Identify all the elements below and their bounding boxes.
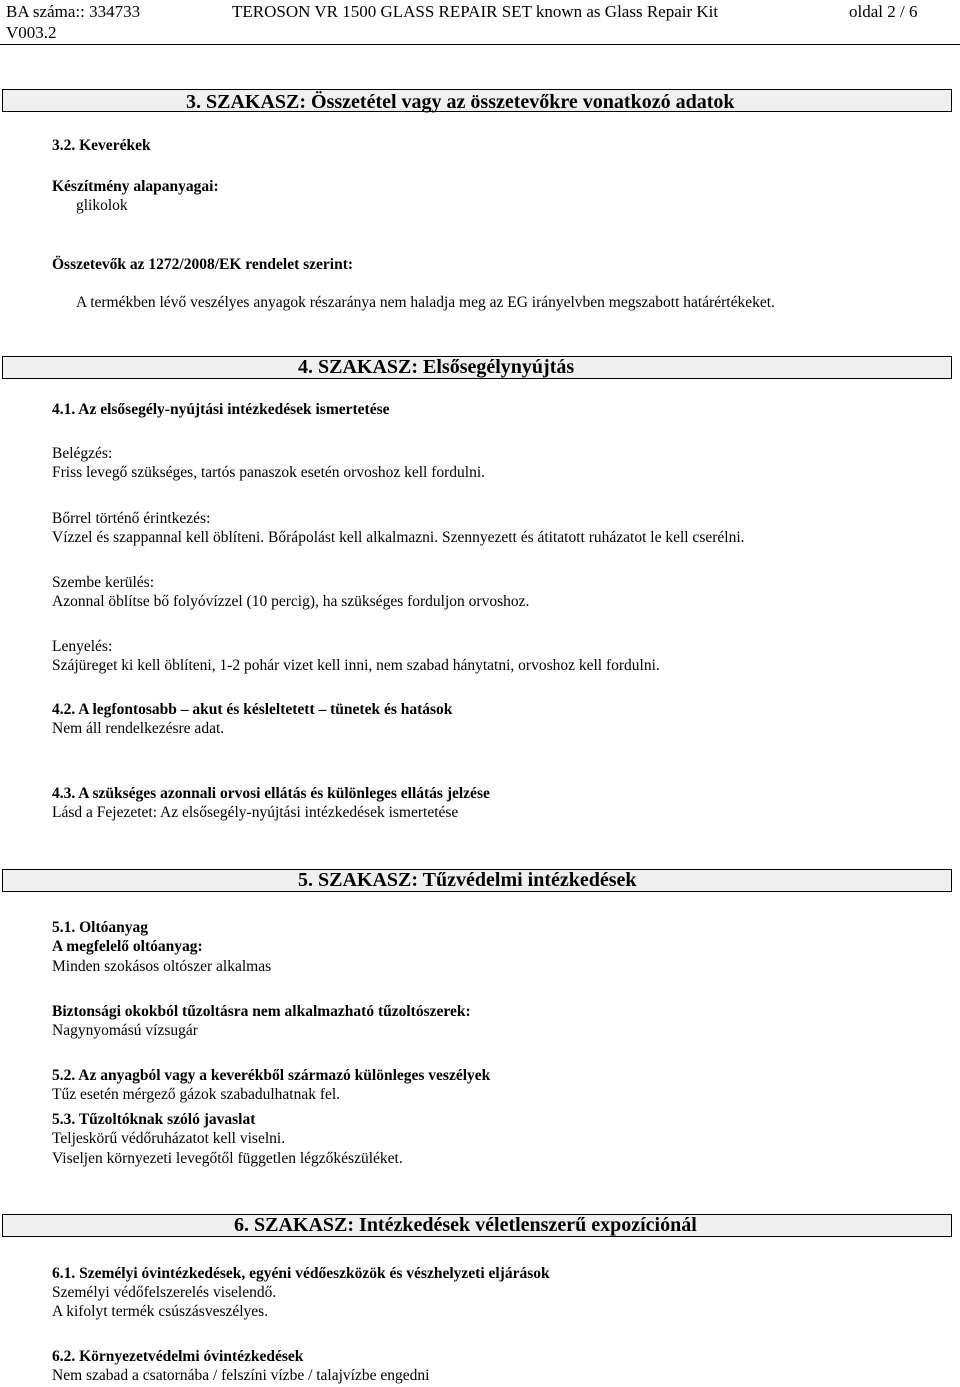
section-3-title: 3. SZAKASZ: Összetétel vagy az összetevőkre vonatkozó adatok [186,91,735,113]
subsection-4-3-text: Lásd a Fejezetet: Az elsősegély-nyújtási intézkedések ismertetése [52,804,459,821]
suitable-media-label: A megfelelő oltóanyag: [52,938,203,955]
base-ingredients-value: glikolok [76,197,128,214]
suitable-media-text: Minden szokásos oltószer alkalmas [52,958,272,975]
subsection-5-3-heading: 5.3. Tűzoltóknak szóló javaslat [52,1111,256,1128]
subsection-4-3-heading: 4.3. A szükséges azonnali orvosi ellátás és különleges ellátás jelzése [52,785,490,802]
section-6-title: 6. SZAKASZ: Intézkedések véletlenszerű expozíciónál [234,1214,697,1236]
subsection-6-1-text-1: Személyi védőfelszerelés viselendő. [52,1284,277,1301]
regulation-label: Összetevők az 1272/2008/EK rendelet szerint: [52,256,354,273]
regulation-text: A termékben lévő veszélyes anyagok részaránya nem haladja meg az EG irányelvben megszabott határértékeket. [76,294,775,311]
document-version: V003.2 [6,23,57,42]
subsection-6-2-heading: 6.2. Környezetvédelmi óvintézkedések [52,1348,304,1365]
subsection-5-3-text-2: Viseljen környezeti levegőtől független légzőkészüléket. [52,1150,403,1167]
subsection-6-2-text: Nem szabad a csatornába / felszíni vízbe / talajvízbe engedni [52,1367,430,1384]
section-4-title: 4. SZAKASZ: Elsősegélynyújtás [298,356,575,378]
ingestion-text: Szájüreget ki kell öblíteni, 1-2 pohár vizet kell inni, nem szabad hánytatni, orvoshoz kell fordulni. [52,657,660,674]
subsection-6-1-text-2: A kifolyt termék csúszásveszélyes. [52,1303,269,1320]
document-id: BA száma:: 334733 [6,2,141,21]
skin-contact-label: Bőrrel történő érintkezés: [52,510,211,527]
base-ingredients-label: Készítmény alapanyagai: [52,178,219,195]
subsection-5-3-text-1: Teljeskörű védőruházatot kell viselni. [52,1130,286,1147]
skin-contact-text: Vízzel és szappannal kell öblíteni. Bőrápolást kell alkalmazni. Szennyezett és átitatott ruházatot le kell cserélni. [52,529,745,546]
inhalation-text: Friss levegő szükséges, tartós panaszok esetén orvoshoz kell fordulni. [52,464,486,481]
section-5-title: 5. SZAKASZ: Tűzvédelmi intézkedések [298,869,637,891]
subsection-6-1-heading: 6.1. Személyi óvintézkedések, egyéni védőeszközök és vészhelyzeti eljárások [52,1265,550,1282]
subsection-5-2-text: Tűz esetén mérgező gázok szabadulhatnak fel. [52,1086,341,1103]
page-number: oldal 2 / 6 [849,2,918,21]
unsuitable-media-label: Biztonsági okokból tűzoltásra nem alkalmazható tűzoltószerek: [52,1003,471,1020]
unsuitable-media-text: Nagynyomású vízsugár [52,1022,198,1039]
ingestion-label: Lenyelés: [52,638,113,655]
subsection-4-2-heading: 4.2. A legfontosabb – akut és késleltetett – tünetek és hatások [52,701,453,718]
header-divider [0,44,960,45]
subsection-3-2-heading: 3.2. Keverékek [52,137,151,154]
inhalation-label: Belégzés: [52,445,113,462]
subsection-4-2-text: Nem áll rendelkezésre adat. [52,720,225,737]
subsection-4-1-heading: 4.1. Az elsősegély-nyújtási intézkedések ismertetése [52,401,390,418]
product-name: TEROSON VR 1500 GLASS REPAIR SET known as Glass Repair Kit [232,2,719,21]
subsection-5-2-heading: 5.2. Az anyagból vagy a keverékből származó különleges veszélyek [52,1067,491,1084]
eye-contact-label: Szembe kerülés: [52,574,155,591]
subsection-5-1-heading: 5.1. Oltóanyag [52,919,149,936]
eye-contact-text: Azonnal öblítse bő folyóvízzel (10 percig), ha szükséges forduljon orvoshoz. [52,593,530,610]
